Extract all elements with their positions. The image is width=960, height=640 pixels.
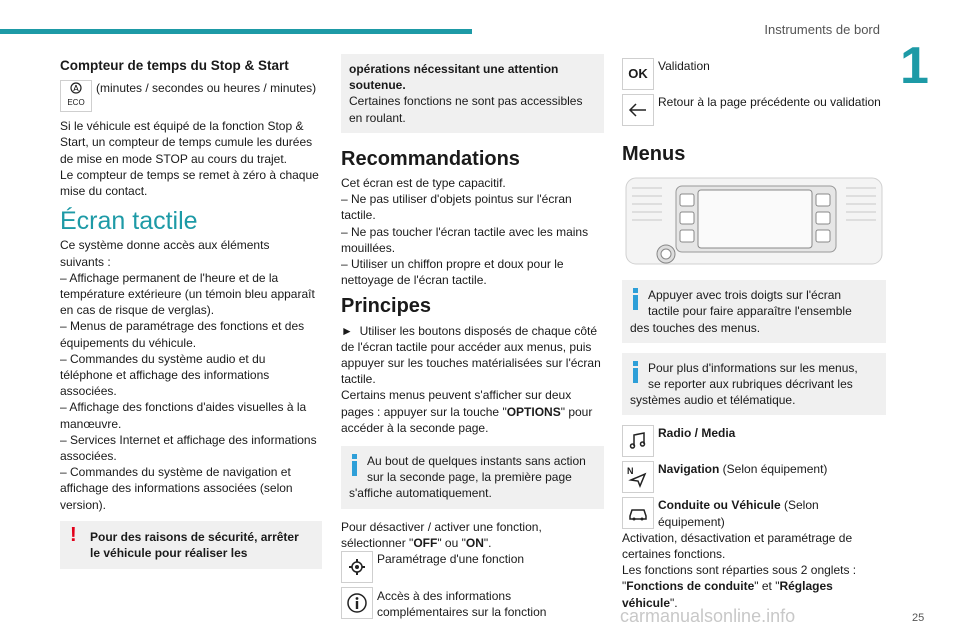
touchscreen-panel-image: [622, 174, 886, 270]
navigation-label: Navigation: [658, 462, 720, 477]
settings-icon-label: Paramétrage d'une fonction: [377, 552, 525, 567]
driving-vehicle-label: Conduite ou Véhicule: [658, 498, 781, 513]
menus-more-info-box: Pour plus d'informations sur les menus, se reporter aux rubriques décrivant les systèmes audio et télématique.: [622, 353, 886, 416]
settings-icon-row: [341, 551, 604, 583]
stop-start-text: Si le véhicule est équipé de la fonction Stop & Start, un compteur de temps cumule les durées de mise en mode STOP au cours du trajet. Le compteur de temps se remet à zéro à chaque mise du contact.: [60, 119, 319, 199]
menus-heading: Menus: [622, 143, 686, 165]
ok-key-icon: OK: [622, 58, 654, 90]
driving-vehicle-row: Conduite ou Véhicule (Selon équipement): [622, 497, 886, 529]
options-key: OPTIONS: [506, 404, 561, 419]
touch-screen-text: Ce système donne accès aux éléments suivants : – Affichage permanent de l'heure et de la température extérieure (un témoin bleu apparaît en cas de risque de verglas). – Menus de paramétrage des fonctions et des équipements du véhicule. – Commandes du système audio et du téléphone et affichage des informations associées. – Affichage des fonctions d'aides visuelles à la manœuvre. – Services Internet et affichage des informations associées. – Commandes du système de navigation et affichage des informations associées (selon version).: [60, 238, 317, 512]
second-page-info-box: Au bout de quelques instants sans action sur la seconde page, la première page s'affiche automatiquement.: [341, 446, 604, 509]
bullet-arrow-icon: ►: [341, 323, 353, 338]
car-icon: [622, 497, 654, 529]
tab-vehicle-settings: Réglages: [779, 579, 833, 594]
recommendations-text: Cet écran est de type capacitif. – Ne pas utiliser d'objets pointus sur l'écran tactile. – Ne pas toucher l'écran tactile avec les mains mouillées. – Utiliser un chiffon propre et doux pour le nettoyage de l'écran tactile.: [341, 176, 589, 288]
eco-label: ECO: [67, 98, 85, 108]
principles-text: ► Utiliser les boutons disposés de chaque côté de l'écran tactile pour accéder aux menus, puis appuyer sur les touches matérialisées sur l'écran tactile. Certains menus peuvent s'afficher sur deux pages : appuyer sur la touche "OPTIONS" pour accéder à la seconde page.: [341, 323, 601, 435]
off-key: OFF: [413, 535, 438, 550]
stop-start-eco-icon: [60, 80, 92, 112]
navigation-row: N Navigation (Selon équipement): [622, 461, 886, 493]
safety-warning-box: ! Pour des raisons de sécurité, arrêter le véhicule pour réaliser les: [60, 521, 322, 569]
column-3: [622, 58, 886, 611]
warning-exclamation-icon: !: [70, 523, 77, 546]
music-note-icon: [622, 425, 654, 457]
three-finger-info-box: Appuyer avec trois doigts sur l'écran tactile pour faire apparaître l'ensemble des touches des menus.: [622, 280, 886, 343]
info-icon: [630, 288, 640, 310]
tab-driving-functions: Fonctions de conduite: [626, 579, 755, 594]
radio-media-row: [622, 425, 886, 457]
ok-label: Validation: [658, 59, 710, 73]
info-icon-row: Accès à des informations complémentaires sur la fonction: [341, 587, 604, 620]
watermark: carmanualsonline.info: [620, 606, 796, 626]
ok-icon-row: [622, 58, 886, 90]
dashboard-illustration: [622, 174, 886, 270]
svg-text:A: A: [73, 84, 79, 94]
safety-warning-continued: opérations nécessitant une attention soutenue. Certaines fonctions ne sont pas accessibles en roulant.: [341, 54, 604, 133]
navigation-compass-icon: N: [622, 461, 654, 493]
stop-start-icon-row: [60, 80, 322, 112]
recommendations-heading: Recommandations: [341, 147, 520, 170]
radio-media-label: Radio / Media: [658, 426, 736, 441]
back-label: Retour à la page précédente ou validation: [658, 95, 881, 109]
settings-gear-icon: [341, 551, 373, 583]
info-icon: [349, 454, 359, 476]
info-icon: [630, 361, 640, 383]
section-title: Instruments de bord: [764, 22, 880, 37]
principles-heading: Principes: [341, 295, 432, 318]
toggle-text: Pour désactiver / activer une fonction, sélectionner "OFF" ou "ON".: [341, 519, 542, 550]
info-icon-label: Accès à des informations: [377, 589, 512, 604]
driving-vehicle-text: Activation, désactivation et paramétrage de certaines fonctions. Les fonctions sont réparties sous 2 onglets : "Fonctions de conduite" et "Réglages véhicule".: [622, 530, 857, 610]
back-icon-row: [622, 94, 886, 126]
stop-start-unit: (minutes / secondes ou heures / minutes): [96, 81, 317, 96]
column-2: [341, 54, 604, 620]
stop-start-heading: Compteur de temps du Stop & Start: [60, 58, 289, 73]
on-key: ON: [465, 535, 484, 550]
information-circle-icon: [341, 587, 373, 619]
chapter-number: 1: [900, 37, 929, 95]
back-arrow-icon: [622, 94, 654, 126]
page-number: 25: [912, 612, 925, 624]
column-1: [60, 58, 322, 569]
engine-a-icon: [69, 81, 83, 95]
touch-screen-heading: Écran tactile: [60, 207, 198, 236]
header-accent-bar: [0, 29, 472, 34]
